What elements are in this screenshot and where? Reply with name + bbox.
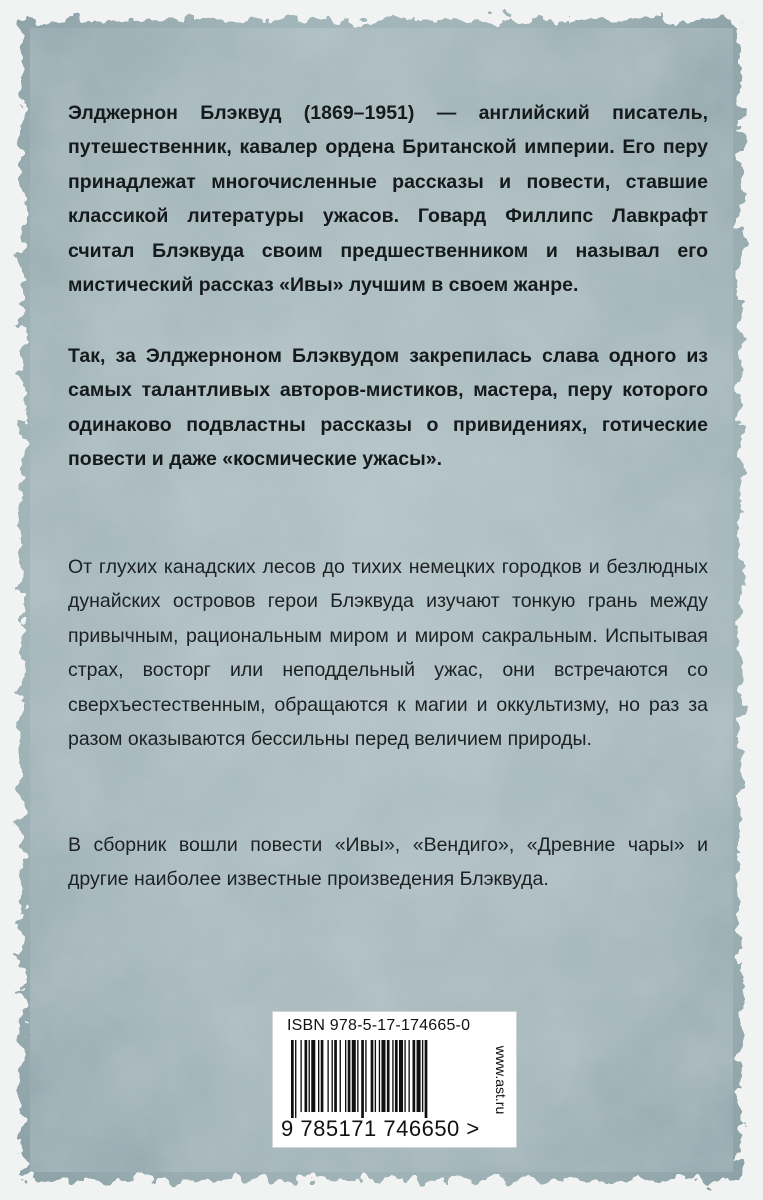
- author-fame-paragraph: Так, за Элджерноном Блэквудом закрепилась слава одного из самых талантливых авторов-мистиков, мастера, перу которого одинаково подвластны рассказы о привидениях, готические повести и даже «космические ужасы».: [68, 345, 708, 471]
- isbn-label: ISBN 978-5-17-174665-0: [287, 1017, 471, 1034]
- publisher-website: [490, 1020, 512, 1140]
- collection-contents-paragraph: В сборник вошли повести «Ивы», «Вендиго», «Древние чары» и другие наиболее известные произведения Блэквуда.: [68, 834, 708, 891]
- website-label: www.ast.ru: [493, 1045, 509, 1115]
- book-description-paragraph: От глухих канадских лесов до тихих немецких городков и безлюдных дунайских островов герои Блэквуда изучают тонкую грань между привычным, рациональным миром и миром сакральным. Испытывая страх, восторг или неподдельный ужас, они встречаются со сверхъестественным, обращаются к магии и оккультизму, но раз за разом оказываются бессильны перед величием природы.: [68, 556, 708, 751]
- barcode-icon: [281, 1040, 487, 1118]
- barcode-block: [272, 1011, 517, 1148]
- barcode-digits: 9 785171 746650 >: [281, 1116, 480, 1141]
- author-bio-paragraph: Элджернон Блэквуд (1869–1951) — английский писатель, путешественник, кавалер ордена Британской империи. Его перу принадлежат многочисленные рассказы и повести, ставшие классикой литературы ужасов. Говард Филлипс Лавкрафт считал Блэквуда своим предшественником и называл его мистический рассказ «Ивы» лучшим в своем жанре.: [68, 102, 708, 297]
